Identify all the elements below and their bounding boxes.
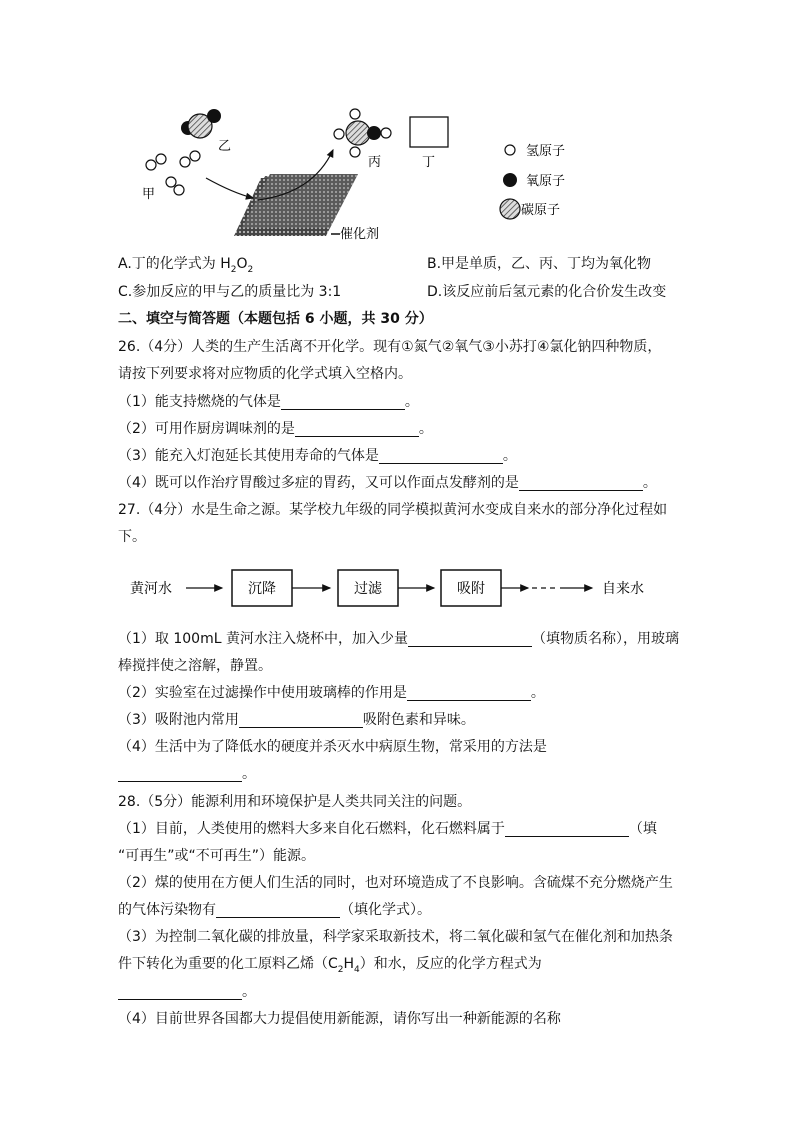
q27-sub1 bbox=[118, 631, 679, 647]
q28-sub3-line2 bbox=[118, 956, 542, 975]
q28-sub3-end: 。 bbox=[242, 984, 256, 1000]
q26-sub3-text: （3）能充入灯泡延长其使用寿命的气体是 bbox=[118, 448, 379, 464]
q26-stem-line2: 请按下列要求将对应物质的化学式填入空格内。 bbox=[118, 366, 412, 382]
q27-sub3-text: （3）吸附池内常用 bbox=[118, 712, 239, 728]
q26-sub2-blank[interactable] bbox=[295, 422, 419, 437]
q28-sub3-answer bbox=[118, 984, 256, 1000]
section-heading: 二、填空与简答题（本题包括 6 小题，共 30 分） bbox=[118, 311, 433, 327]
option-d: D.该反应前后氢元素的化合价发生改变 bbox=[427, 284, 667, 300]
q28-sub3-suffix: ）和水，反应的化学方程式为 bbox=[359, 956, 542, 972]
oxygen-atom-icon bbox=[503, 173, 517, 187]
q28-sub2 bbox=[118, 902, 431, 918]
q26-sub1-blank[interactable] bbox=[281, 395, 405, 410]
q28-sub3-sub-h: 4 bbox=[354, 964, 360, 975]
q27-sub2-blank[interactable] bbox=[407, 686, 531, 701]
q26-sub4-end: 。 bbox=[642, 475, 657, 491]
label-ding: 丁 bbox=[422, 155, 436, 170]
q28-sub1-line2: “可再生”或“不可再生”）能源。 bbox=[118, 848, 316, 864]
q28-sub2-text: 的气体污染物有 bbox=[118, 902, 216, 918]
q26-sub2-end: 。 bbox=[418, 421, 433, 437]
option-a-mid: O bbox=[236, 256, 248, 272]
molecule-yi bbox=[181, 109, 221, 138]
q28-sub2-line1: （2）煤的使用在方便人们生活的同时，也对环境造成了不良影响。含硫煤不充分燃烧产生 bbox=[118, 875, 673, 891]
q27-sub4-end: 。 bbox=[242, 766, 256, 782]
option-a bbox=[118, 256, 254, 275]
hydrogen-atom-icon bbox=[505, 145, 515, 155]
q27-sub2-end: 。 bbox=[530, 685, 545, 701]
purification-flow-diagram bbox=[118, 562, 678, 612]
label-bing: 丙 bbox=[368, 155, 382, 170]
q28-sub2-after: （填化学式）。 bbox=[340, 902, 431, 918]
q26-sub3-end: 。 bbox=[502, 448, 517, 464]
label-catalyst: 催化剂 bbox=[340, 227, 380, 242]
q27-stem-line1: 27.（4分）水是生命之源。某学校九年级的同学模拟黄河水变成自来水的部分净化过程如 bbox=[118, 502, 668, 518]
flow-step-2: 过滤 bbox=[354, 581, 382, 597]
q26-stem-line1: 26.（4分）人类的生产生活离不开化学。现有①氮气②氧气③小苏打④氯化钠四种物质， bbox=[118, 339, 662, 355]
q28-sub1-after: （填 bbox=[628, 821, 657, 837]
q27-sub2 bbox=[118, 685, 545, 701]
q26-sub4-text: （4）既可以作治疗胃酸过多症的胃药，又可以作面点发酵剂的是 bbox=[118, 475, 519, 491]
q27-sub4-answer bbox=[118, 766, 256, 782]
q28-sub4: （4）目前世界各国都大力提倡使用新能源，请你写出一种新能源的名称 bbox=[118, 1011, 561, 1027]
q27-sub3 bbox=[118, 712, 475, 728]
reaction-diagram bbox=[118, 98, 638, 248]
q26-sub3-blank[interactable] bbox=[379, 449, 503, 464]
q28-sub2-blank[interactable] bbox=[216, 903, 340, 918]
q27-stem-line2: 下。 bbox=[118, 529, 146, 545]
q26-sub2 bbox=[118, 421, 433, 437]
q27-sub1-blank[interactable] bbox=[408, 632, 532, 647]
q28-sub3-sub-c: 2 bbox=[337, 964, 344, 975]
q28-sub3-line1: （3）为控制二氧化碳的排放量，科学家采取新技术，将二氧化碳和氢气在催化剂和加热条 bbox=[118, 929, 673, 945]
flow-step-1: 沉降 bbox=[248, 581, 276, 597]
q27-sub4-blank[interactable] bbox=[118, 767, 242, 782]
option-c: C.参加反应的甲与乙的质量比为 3:1 bbox=[118, 284, 342, 300]
q28-stem: 28.（5分）能源利用和环境保护是人类共同关注的问题。 bbox=[118, 794, 472, 810]
flow-step-3: 吸附 bbox=[457, 581, 485, 597]
q27-sub1-line2: 棒搅拌使之溶解，静置。 bbox=[118, 658, 272, 674]
q27-sub3-blank[interactable] bbox=[239, 713, 363, 728]
legend-hydrogen: 氢原子 bbox=[526, 144, 566, 159]
q28-sub1 bbox=[118, 821, 657, 837]
q27-sub1-text: （1）取 100mL 黄河水注入烧杯中，加入少量 bbox=[118, 631, 408, 647]
label-jia: 甲 bbox=[142, 187, 156, 202]
q26-sub1-text: （1）能支持燃烧的气体是 bbox=[118, 394, 281, 410]
q26-sub1 bbox=[118, 394, 419, 410]
q27-sub2-text: （2）实验室在过滤操作中使用玻璃棒的作用是 bbox=[118, 685, 407, 701]
option-a-text: A.丁的化学式为 H bbox=[118, 256, 231, 272]
q26-sub2-text: （2）可用作厨房调味剂的是 bbox=[118, 421, 295, 437]
q28-sub1-blank[interactable] bbox=[505, 822, 629, 837]
unknown-product-box bbox=[410, 117, 448, 147]
q27-sub4: （4）生活中为了降低水的硬度并杀灭水中病原生物，常采用的方法是 bbox=[118, 739, 547, 755]
legend-carbon: 碳原子 bbox=[521, 203, 561, 218]
carbon-atom-icon bbox=[500, 199, 520, 219]
q26-sub1-end: 。 bbox=[404, 394, 419, 410]
q28-sub1-text: （1）目前，人类使用的燃料大多来自化石燃料，化石燃料属于 bbox=[118, 821, 505, 837]
q28-sub3-prefix: 件下转化为重要的化工原料乙烯（C bbox=[118, 956, 338, 972]
q28-sub3-blank[interactable] bbox=[118, 985, 242, 1000]
q27-sub3-after: 吸附色素和异味。 bbox=[362, 712, 475, 728]
option-a-sub1: 2 bbox=[230, 264, 237, 275]
option-b: B.甲是单质，乙、丙、丁均为氧化物 bbox=[427, 256, 652, 272]
option-a-sub2: 2 bbox=[247, 264, 254, 275]
q26-sub3 bbox=[118, 448, 517, 464]
legend-oxygen: 氧原子 bbox=[526, 174, 566, 189]
q27-sub1-after: （填物质名称），用玻璃 bbox=[531, 631, 679, 647]
q26-sub4 bbox=[118, 475, 657, 491]
flow-start: 黄河水 bbox=[130, 581, 172, 597]
q26-sub4-blank[interactable] bbox=[519, 476, 643, 491]
label-yi: 乙 bbox=[218, 139, 232, 154]
flow-end: 自来水 bbox=[602, 581, 644, 597]
q28-sub3-mid: H bbox=[343, 956, 355, 972]
molecule-bing bbox=[334, 109, 391, 157]
